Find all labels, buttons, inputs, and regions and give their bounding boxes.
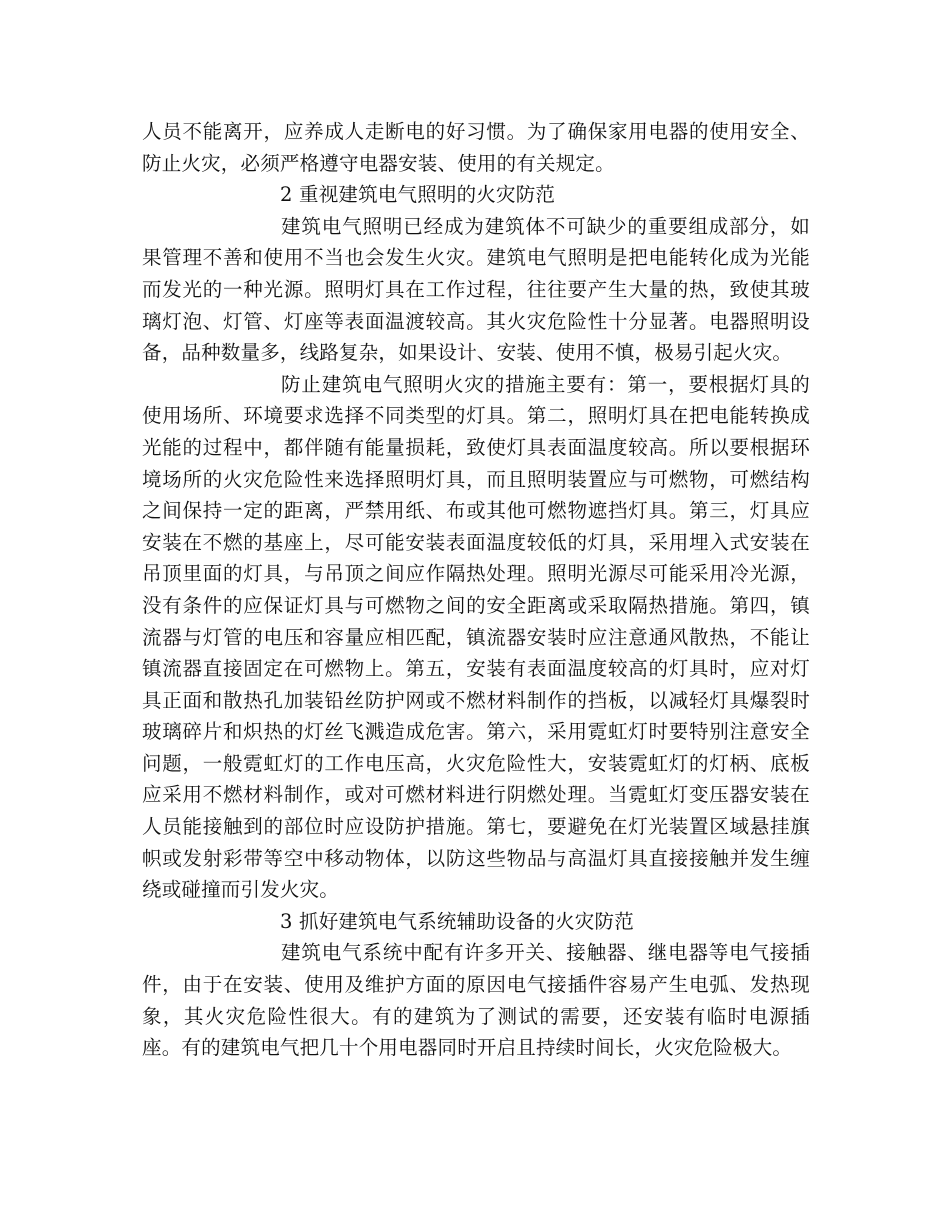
paragraph-continued: 人员不能离开，应养成人走断电的好习惯。为了确保家用电器的使用安全、防止火灾，必须严格遵守电器安装、使用的有关规定。 — [142, 120, 810, 175]
section-heading-2: 2 重视建筑电气照明的火灾防范 — [280, 183, 556, 207]
document-body — [142, 116, 810, 1064]
section-heading-3: 3 抓好建筑电气系统辅助设备的火灾防范 — [280, 909, 634, 933]
paragraph-lighting-measures: 防止建筑电气照明火灾的措施主要有：第一，要根据灯具的使用场所、环境要求选择不同类型的灯具。第二，照明灯具在把电能转换成光能的过程中，都伴随有能量损耗，致使灯具表面温度较高。所以要根据环境场所的火灾危险性来选择照明灯具，而且照明装置应与可燃物，可燃结构之间保持一定的距离，严禁用纸、布或其他可燃物遮挡灯具。第三，灯具应安装在不燃的基座上，尽可能安装表面温度较低的灯具，采用埋入式安装在吊顶里面的灯具，与吊顶之间应作隔热处理。照明光源尽可能采用冷光源，没有条件的应保证灯具与可燃物之间的安全距离或采取隔热措施。第四，镇流器与灯管的电压和容量应相匹配，镇流器安装时应注意通风散热，不能让镇流器直接固定在可燃物上。第五，安装有表面温度较高的灯具时，应对灯具正面和散热孔加装铅丝防护网或不燃材料制作的挡板，以减轻灯具爆裂时玻璃碎片和炽热的灯丝飞溅造成危害。第六，采用霓虹灯时要特别注意安全问题，一般霓虹灯的工作电压高，火灾危险性大，安装霓虹灯的灯柄、底板应采用不燃材料制作，或对可燃材料进行阴燃处理。当霓虹灯变压器安装在人员能接触到的部位时应设防护措施。第七，要避免在灯光装置区域悬挂旗帜或发射彩带等空中移动物体，以防这些物品与高温灯具直接接触并发生缠绕或碰撞而引发火灾。 — [142, 372, 810, 902]
paragraph-auxiliary-equipment: 建筑电气系统中配有许多开关、接触器、继电器等电气接插件，由于在安装、使用及维护方面的原因电气接插件容易产生电弧、发热现象，其火灾危险性很大。有的建筑为了测试的需要，还安装有临时电源插座。有的建筑电气把几十个用电器同时开启且持续时间长，火灾危险极大。 — [142, 941, 810, 1060]
paragraph-lighting-intro: 建筑电气照明已经成为建筑体不可缺少的重要组成部分，如果管理不善和使用不当也会发生火灾。建筑电气照明是把电能转化成为光能而发光的一种光源。照明灯具在工作过程，往往要产生大量的热，致使其玻璃灯泡、灯管、灯座等表面温渡较高。其火灾危险性十分显著。电器照明设备，品种数量多，线路复杂，如果设计、安装、使用不慎，极易引起火灾。 — [142, 214, 810, 365]
